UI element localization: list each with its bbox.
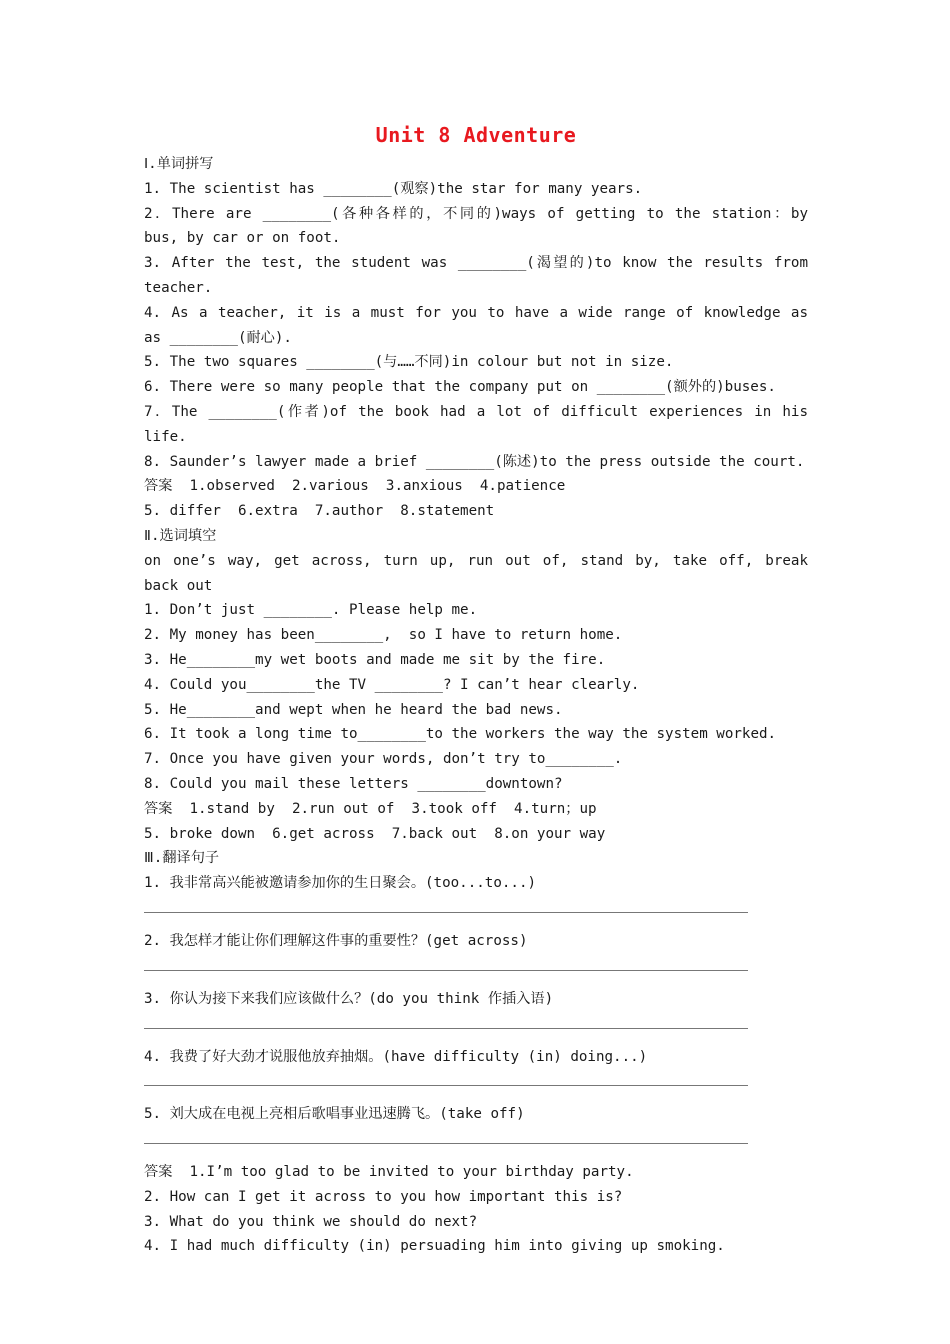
question-line: 5. He________and wept when he heard the bad news.: [144, 701, 563, 718]
question-line: 7．The ________(作者)of the book had a lot of difficult experiences in his: [144, 403, 808, 420]
answer-key: 2. How can I get it across to you how important this is?: [144, 1188, 623, 1205]
question-line: 7. Once you have given your words, don’t try to________.: [144, 751, 623, 768]
answer-key: 答案 1.I’m too glad to be invited to your birthday party.: [144, 1164, 634, 1181]
question-line: life.: [144, 428, 187, 445]
question-line: 3. After the test, the student was ________(渴望的)to know the results from: [144, 255, 808, 272]
question-line: 1. The scientist has ________(观察)the star for many years.: [144, 180, 643, 197]
translation-item: 4. 我费了好大劲才说服他放弃抽烟。(have difficulty (in) doing...): [144, 1048, 648, 1065]
translation-item: 2. 我怎样才能让你们理解这件事的重要性？(get across): [144, 932, 528, 949]
section-heading-translation: Ⅲ.翻译句子: [144, 850, 220, 867]
phrase-bank: on one’s way, get across, turn up, run out of, stand by, take off, break: [144, 552, 808, 569]
translation-item: 5. 刘大成在电视上亮相后歌唱事业迅速腾飞。(take off): [144, 1106, 525, 1123]
worksheet: [144, 118, 808, 1259]
section-heading-spelling: Ⅰ.单词拼写: [144, 156, 214, 172]
question-line: 6. It took a long time to________to the workers the way the system worked.: [144, 726, 777, 743]
question-line: 2．There are ________(各种各样的，不同的)ways of getting to the station：by: [144, 205, 808, 222]
answer-key: 5. broke down 6.get across 7.back out 8.on your way: [144, 825, 606, 842]
answer-key: 3. What do you think we should do next?: [144, 1213, 478, 1230]
answer-blank-line[interactable]: [144, 1012, 808, 1045]
question-line: 3. He________my wet boots and made me sit by the fire.: [144, 651, 606, 668]
question-line: teacher.: [144, 279, 213, 296]
question-line: 2. My money has been________, so I have to return home.: [144, 627, 623, 644]
page-title: Unit 8 Adventure: [375, 123, 577, 147]
question-line: bus, by car or on foot.: [144, 230, 341, 247]
answer-key: 5. differ 6.extra 7.author 8.statement: [144, 503, 495, 520]
question-line: 4. As a teacher, it is a must for you to have a wide range of knowledge as: [144, 304, 808, 321]
section-heading-fill-in: Ⅱ.选词填空: [144, 527, 217, 544]
answer-blank-line[interactable]: [144, 896, 808, 929]
question-line: 4. Could you________the TV ________? I can’t hear clearly.: [144, 676, 640, 693]
answer-key: 答案 1.observed 2.various 3.anxious 4.patience: [144, 478, 566, 495]
question-line: 1. Don’t just ________. Please help me.: [144, 602, 478, 619]
translation-item: 1. 我非常高兴能被邀请参加你的生日聚会。(too...to...): [144, 875, 537, 892]
answer-blank-line[interactable]: [144, 954, 808, 987]
question-line: as ________(耐心).: [144, 329, 292, 346]
answer-blank-line[interactable]: [144, 1127, 808, 1160]
question-line: 6. There were so many people that the company put on ________(额外的)buses.: [144, 379, 776, 396]
translation-item: 3. 你认为接下来我们应该做什么？(do you think 作插入语): [144, 990, 554, 1007]
answer-blank-line[interactable]: [144, 1069, 808, 1102]
question-line: 8. Could you mail these letters ________downtown?: [144, 775, 563, 792]
answer-key: 答案 1.stand by 2.run out of 3.took off 4.turn；up: [144, 800, 597, 817]
phrase-bank: back out: [144, 577, 213, 594]
question-line: 5. The two squares ________(与……不同)in colour but not in size.: [144, 354, 674, 371]
answer-key: 4. I had much difficulty (in) persuading him into giving up smoking.: [144, 1238, 725, 1255]
question-line: 8. Saunder’s lawyer made a brief ________(陈述)to the press outside the court.: [144, 453, 805, 470]
